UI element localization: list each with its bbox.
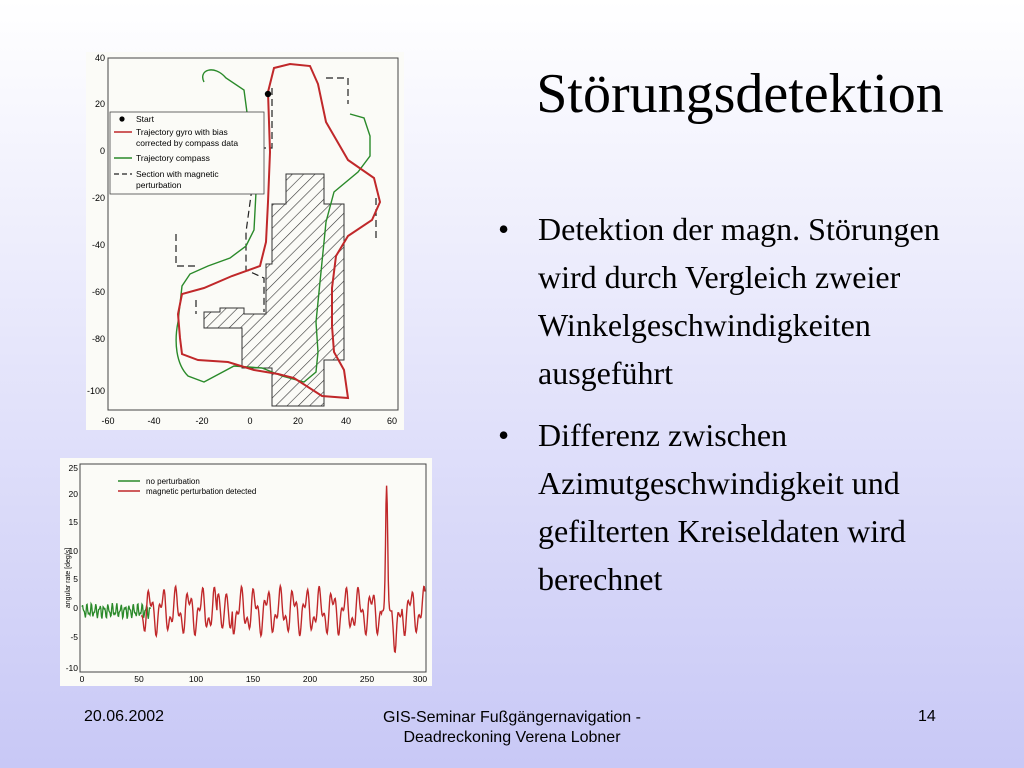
x-tick: 100 <box>188 674 204 684</box>
footer-date: 20.06.2002 <box>84 708 165 725</box>
y-tick: 40 <box>94 53 105 63</box>
angular-rate-figure <box>60 458 432 686</box>
x-tick: -60 <box>101 416 115 426</box>
y-tick: -10 <box>65 663 78 673</box>
bullet-icon: • <box>498 211 510 247</box>
y-tick: -40 <box>91 240 105 250</box>
y-tick: 0 <box>73 603 78 613</box>
y-tick: 20 <box>68 489 78 499</box>
footer-page-number: 14 <box>918 708 936 725</box>
x-tick: 0 <box>247 416 253 426</box>
legend-gyro-label-2: corrected by compass data <box>136 138 239 148</box>
y-axis-ticks <box>87 53 105 396</box>
footer-title-line-2: Deadreckoning Verena Lobner <box>403 729 621 746</box>
y-tick: -60 <box>91 287 105 297</box>
trajectory-plot <box>86 52 404 430</box>
start-marker-point <box>265 91 271 97</box>
x-tick: -20 <box>195 416 209 426</box>
legend-no-perturbation-label: no perturbation <box>146 477 200 486</box>
y-tick: -20 <box>91 193 105 203</box>
bullet-list <box>498 205 998 617</box>
y-axis-label: angular rate [deg/s] <box>65 547 72 609</box>
footer-title-line-1: GIS-Seminar Fußgängernavigation - <box>383 709 641 726</box>
trajectory-figure <box>86 52 404 430</box>
legend-start-label: Start <box>136 114 154 124</box>
bullet-item <box>498 411 998 603</box>
y-tick: 5 <box>73 574 78 584</box>
y-tick: -5 <box>70 632 78 642</box>
x-tick: 0 <box>79 674 85 684</box>
legend-section-label-2: perturbation <box>136 180 182 190</box>
y-tick: -80 <box>91 334 105 344</box>
x-tick: 20 <box>292 416 304 426</box>
x-tick: 200 <box>302 674 318 684</box>
x-tick: 250 <box>359 674 375 684</box>
x-tick: 60 <box>386 416 398 426</box>
y-tick: 25 <box>68 463 78 473</box>
bullet-item <box>498 205 998 397</box>
x-tick: 50 <box>134 674 144 684</box>
x-axis-ticks <box>80 674 428 684</box>
y-tick: 10 <box>68 546 78 556</box>
bullet-text: Detektion der magn. Störungen wird durch Vergleich zweier Winkelgeschwindigkeiten ausgeführt <box>538 211 940 391</box>
trajectory-legend <box>110 112 264 194</box>
bullet-text: Differenz zwischen Azimutgeschwindigkeit und gefilterten Kreiseldaten wird berechnet <box>538 417 906 597</box>
y-tick: 0 <box>99 146 105 156</box>
legend-section-label-1: Section with magnetic <box>136 169 219 179</box>
legend-gyro-label-1: Trajectory gyro with bias <box>136 127 228 137</box>
angular-rate-plot <box>60 458 432 686</box>
perturbation-signal <box>141 486 425 652</box>
y-tick: -100 <box>86 386 105 396</box>
x-tick: -40 <box>147 416 161 426</box>
legend-start-marker <box>119 116 124 121</box>
slide-title: Störungsdetektion <box>536 63 944 125</box>
x-axis-ticks <box>101 416 397 426</box>
y-tick: 20 <box>94 99 105 109</box>
x-tick: 150 <box>245 674 261 684</box>
legend-compass-label: Trajectory compass <box>136 153 210 163</box>
x-tick: 40 <box>340 416 352 426</box>
legend-perturbation-label: magnetic perturbation detected <box>146 487 257 496</box>
x-tick: 300 <box>412 674 428 684</box>
y-tick: 15 <box>68 517 78 527</box>
bullet-icon: • <box>498 417 510 453</box>
footer-title <box>300 708 724 748</box>
signal-legend <box>118 477 256 496</box>
no-perturbation-signal <box>82 603 151 619</box>
